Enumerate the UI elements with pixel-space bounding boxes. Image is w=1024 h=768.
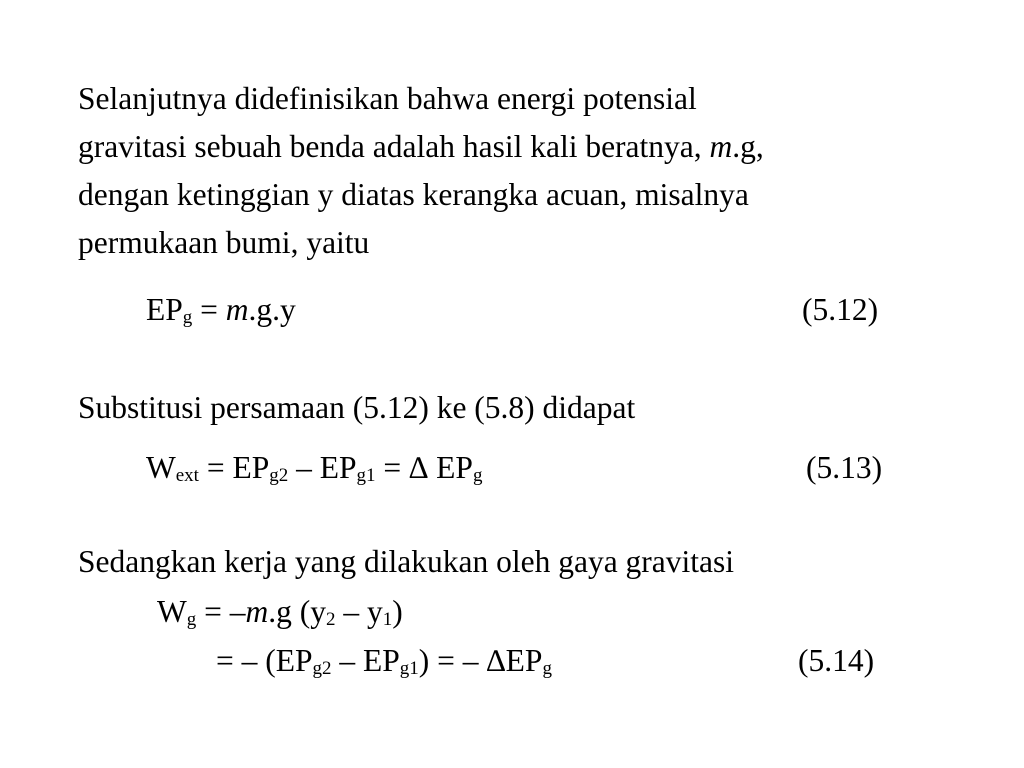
mass-symbol: m [709,129,733,164]
mass-symbol: m [245,594,269,629]
intro-line-1: Selanjutnya didefinisikan bahwa energi potensial [78,81,697,116]
equation-number-5-12: (5.12) [802,292,879,327]
ep-symbol: EP [146,292,183,327]
equation-5-13 [146,448,482,488]
equation-rest: .g.y [248,292,296,327]
equation-part: – EP [331,643,400,678]
subscript-g: g [182,307,193,328]
equation-part: = – [196,594,246,629]
intro-line-2-text: gravitasi sebuah benda adalah hasil kali beratnya, [78,129,710,164]
subscript-g: g [472,465,483,486]
equation-5-14-line-2 [216,641,552,681]
equation-part: .g (y [268,594,326,629]
equation-part: = ∆ EP [375,450,473,485]
intro-line-4: permukaan bumi, yaitu [78,225,370,260]
equation-part: – EP [288,450,357,485]
subscript-g1: g1 [356,465,376,486]
mass-symbol: m [225,292,249,327]
equation-part: = EP [198,450,270,485]
intro-paragraph [78,75,764,267]
work-symbol: W [157,594,187,629]
subscript-g2: g2 [269,465,289,486]
equation-5-14-line-1 [157,592,403,632]
equation-part: – y [335,594,383,629]
equation-number-5-13: (5.13) [806,450,883,485]
subscript-g1: g1 [399,658,419,679]
equation-part: = – (EP [216,643,313,678]
subscript-2: 2 [326,609,336,630]
intro-line-3: dengan ketinggian y diatas kerangka acuan, misalnya [78,177,749,212]
gravity-work-paragraph: Sedangkan kerja yang dilakukan oleh gaya gravitasi [78,544,735,579]
equation-part: ) = – ∆EP [418,643,543,678]
subscript-ext: ext [175,465,199,486]
equation-5-12 [146,290,296,330]
intro-line-2-end: .g, [732,129,764,164]
equals-sign: = [192,292,226,327]
subscript-1: 1 [382,609,393,630]
substitution-paragraph: Substitusi persamaan (5.12) ke (5.8) didapat [78,390,636,425]
subscript-g2: g2 [312,658,332,679]
subscript-g: g [186,609,197,630]
intro-line-2 [78,123,764,171]
subscript-g: g [542,658,552,679]
equation-number-5-14: (5.14) [798,643,875,678]
equation-part: ) [392,594,403,629]
work-symbol: W [146,450,176,485]
